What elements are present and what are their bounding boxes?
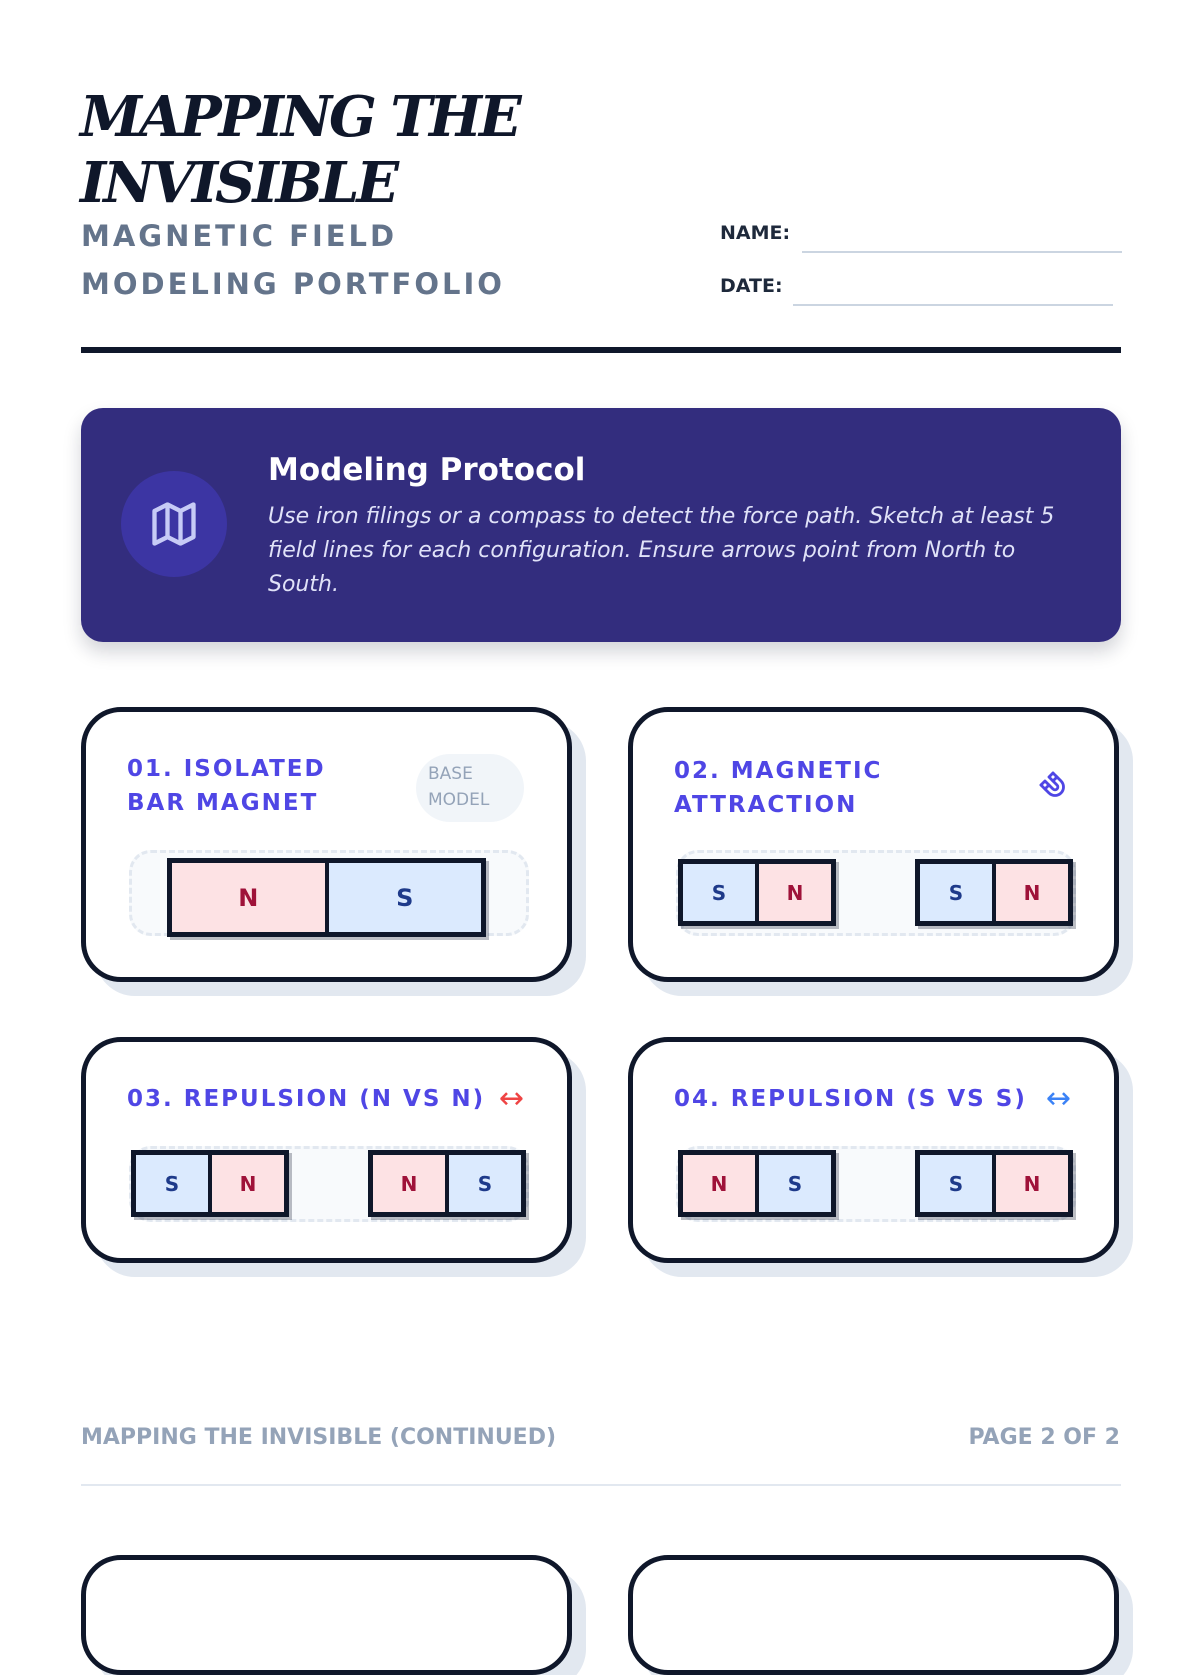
card-next-page [81,1555,572,1675]
card-title: 04. REPULSION (S VS S) [674,1086,1027,1112]
north-pole: N [172,863,325,932]
card-magnetic-attraction [628,707,1119,982]
north-pole: N [755,864,831,921]
south-pole: S [920,864,992,921]
protocol-text: Use iron filings or a compass to detect the force path. Sketch at least 5 field lines for each configuration. Ensure arrows point from North to South. [268,504,1055,597]
double-arrow-icon: ↔ [498,1081,524,1116]
card-isolated-bar-magnet [81,707,572,982]
bar-magnet [678,859,836,926]
name-field[interactable] [802,251,1122,253]
south-pole: S [325,863,482,932]
bar-magnet [678,1150,836,1217]
name-label: NAME: [720,222,791,244]
south-pole: S [755,1155,831,1212]
bar-magnet [915,859,1073,926]
page-subtitle: MAGNETIC FIELD MODELING PORTFOLIO [81,219,505,301]
page-number: PAGE 2 OF 2 [968,1425,1120,1450]
north-pole: N [992,1155,1068,1212]
running-footer-title: MAPPING THE INVISIBLE (CONTINUED) [81,1425,557,1450]
footer-divider [81,1484,1121,1486]
base-model-badge: BASE MODEL [416,754,524,822]
south-pole: S [445,1155,521,1212]
bar-magnet [131,1150,289,1217]
map-icon [121,471,227,577]
protocol-banner [81,408,1121,642]
card-next-page [628,1555,1119,1675]
header-divider [81,347,1121,353]
card-repulsion-n-vs-n [81,1037,572,1263]
date-field[interactable] [793,304,1113,306]
card-repulsion-s-vs-s [628,1037,1119,1263]
card-title: 02. MAGNETIC ATTRACTION [674,758,883,818]
bar-magnet [167,858,486,937]
north-pole: N [373,1155,445,1212]
date-label: DATE: [720,275,783,297]
south-pole: S [683,864,755,921]
north-pole: N [683,1155,755,1212]
card-title: 03. REPULSION (N VS N) [127,1086,486,1112]
bar-magnet [915,1150,1073,1217]
double-arrow-icon: ↔ [1045,1081,1071,1116]
bar-magnet [368,1150,526,1217]
north-pole: N [208,1155,284,1212]
south-pole: S [920,1155,992,1212]
page-title: MAPPING THE INVISIBLE [80,84,519,216]
north-pole: N [992,864,1068,921]
south-pole: S [136,1155,208,1212]
magnet-icon [1038,770,1072,809]
protocol-title: Modeling Protocol [268,452,586,488]
card-title: 01. ISOLATED BAR MAGNET [127,756,326,816]
